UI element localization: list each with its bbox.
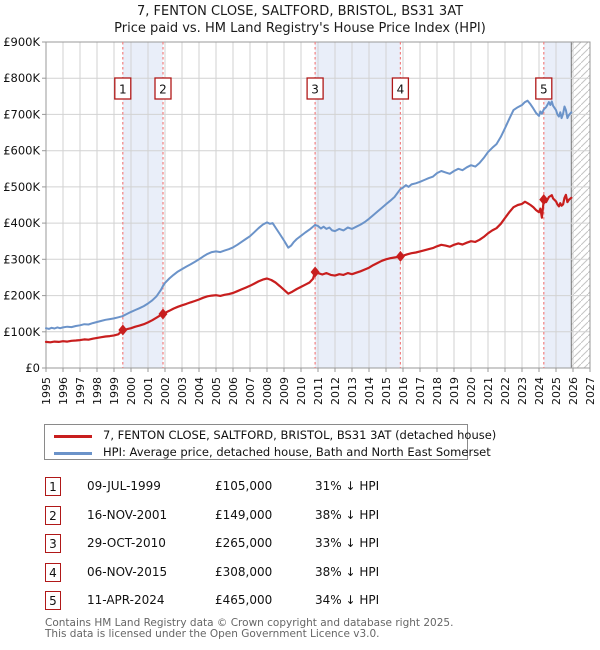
y-tick-label: £0 xyxy=(25,361,40,375)
x-tick-label: 1997 xyxy=(74,377,87,405)
x-tick-label: 2000 xyxy=(125,377,138,405)
sale-price: £308,000 xyxy=(215,564,273,579)
x-tick-label: 2010 xyxy=(295,377,308,405)
x-tick-label: 2017 xyxy=(414,377,427,405)
footer-licence: This data is licensed under the Open Government Licence v3.0. xyxy=(45,628,380,640)
page-subtitle: Price paid vs. HM Land Registry's House Price Index (HPI) xyxy=(114,21,486,36)
x-tick-label: 2025 xyxy=(550,377,563,405)
x-tick-label: 2009 xyxy=(278,377,291,405)
x-tick-label: 2014 xyxy=(363,377,376,405)
y-tick-label: £100K xyxy=(3,324,40,339)
x-tick-label: 2015 xyxy=(380,377,393,405)
sale-price: £105,000 xyxy=(215,479,273,493)
x-tick-label: 2021 xyxy=(482,377,495,405)
sale-date: 29-OCT-2010 xyxy=(87,536,166,551)
event-number: 1 xyxy=(118,82,127,97)
legend-item-hpi xyxy=(45,444,491,461)
x-tick-label: 2004 xyxy=(193,377,206,405)
x-tick-label: 2002 xyxy=(159,377,172,405)
event-number: 3 xyxy=(311,82,319,97)
sale-vs-hpi: 33% ↓ HPI xyxy=(315,536,380,551)
price-line-swatch xyxy=(54,435,92,438)
x-tick-label: 2005 xyxy=(210,377,223,405)
sale-vs-hpi: 34% ↓ HPI xyxy=(315,593,380,608)
x-tick-label: 2006 xyxy=(227,377,240,405)
x-tick-label: 2023 xyxy=(516,377,529,405)
chart-legend xyxy=(44,424,497,460)
x-tick-label: 2020 xyxy=(465,377,478,405)
x-tick-label: 2022 xyxy=(499,377,512,405)
y-tick-label: £200K xyxy=(3,288,40,303)
x-tick-label: 2013 xyxy=(346,377,359,405)
sale-vs-hpi: 31% ↓ HPI xyxy=(315,479,380,493)
row-number-box: 3 xyxy=(45,534,61,553)
sale-date: 16-NOV-2001 xyxy=(87,507,168,522)
x-tick-label: 1995 xyxy=(40,377,53,405)
row-number-box: 4 xyxy=(45,563,61,582)
x-tick-label: 2011 xyxy=(312,377,325,405)
sale-date: 06-NOV-2015 xyxy=(87,564,168,579)
y-tick-label: £900K xyxy=(3,35,40,49)
x-tick-label: 2019 xyxy=(448,377,461,405)
x-tick-label: 2008 xyxy=(261,377,274,405)
event-number: 2 xyxy=(159,82,167,97)
hpi-line-swatch xyxy=(54,452,92,455)
x-tick-label: 2007 xyxy=(244,377,257,405)
legend-label-price: 7, FENTON CLOSE, SALTFORD, BRISTOL, BS31 3AT (detached house) xyxy=(103,428,497,442)
x-tick-label: 1996 xyxy=(57,377,70,405)
x-tick-label: 2003 xyxy=(176,377,189,405)
sale-vs-hpi: 38% ↓ HPI xyxy=(315,507,380,522)
sale-date: 09-JUL-1999 xyxy=(87,479,161,493)
y-tick-label: £800K xyxy=(3,71,40,86)
axis-labels xyxy=(3,35,597,405)
legend-label-hpi: HPI: Average price, detached house, Bath and North East Somerset xyxy=(103,445,491,459)
ownership-period-bands xyxy=(123,42,572,368)
hatch-rect xyxy=(571,42,590,368)
sale-price: £149,000 xyxy=(215,507,273,522)
x-tick-label: 2016 xyxy=(397,377,410,405)
sale-vs-hpi: 38% ↓ HPI xyxy=(315,564,380,579)
x-tick-label: 2018 xyxy=(431,377,444,405)
x-tick-label: 2012 xyxy=(329,377,342,405)
sale-date: 11-APR-2024 xyxy=(87,593,165,608)
x-tick-label: 2026 xyxy=(567,377,580,405)
row-number-box: 1 xyxy=(45,477,61,496)
y-tick-label: £300K xyxy=(3,252,40,267)
x-tick-label: 2001 xyxy=(142,377,155,405)
y-tick-label: £600K xyxy=(3,143,40,158)
sale-price: £465,000 xyxy=(215,593,273,608)
legend-item-price xyxy=(45,427,497,444)
sale-price: £265,000 xyxy=(215,536,273,551)
event-number: 4 xyxy=(396,82,405,97)
x-tick-label: 1999 xyxy=(108,377,121,405)
page-title: 7, FENTON CLOSE, SALTFORD, BRISTOL, BS31 3AT xyxy=(136,4,464,19)
y-tick-label: £400K xyxy=(3,216,40,231)
future-hatch-region xyxy=(571,42,590,368)
row-number-box: 2 xyxy=(45,506,61,525)
row-number-box: 5 xyxy=(45,591,61,610)
y-tick-label: £500K xyxy=(3,179,40,194)
x-tick-label: 1998 xyxy=(91,377,104,405)
x-tick-label: 2024 xyxy=(533,377,546,405)
shaded-band xyxy=(315,42,400,368)
y-tick-label: £700K xyxy=(3,107,40,122)
event-number: 5 xyxy=(539,82,548,97)
x-tick-label: 2027 xyxy=(584,377,597,405)
footer-copyright: Contains HM Land Registry data © Crown copyright and database right 2025. xyxy=(45,617,454,629)
